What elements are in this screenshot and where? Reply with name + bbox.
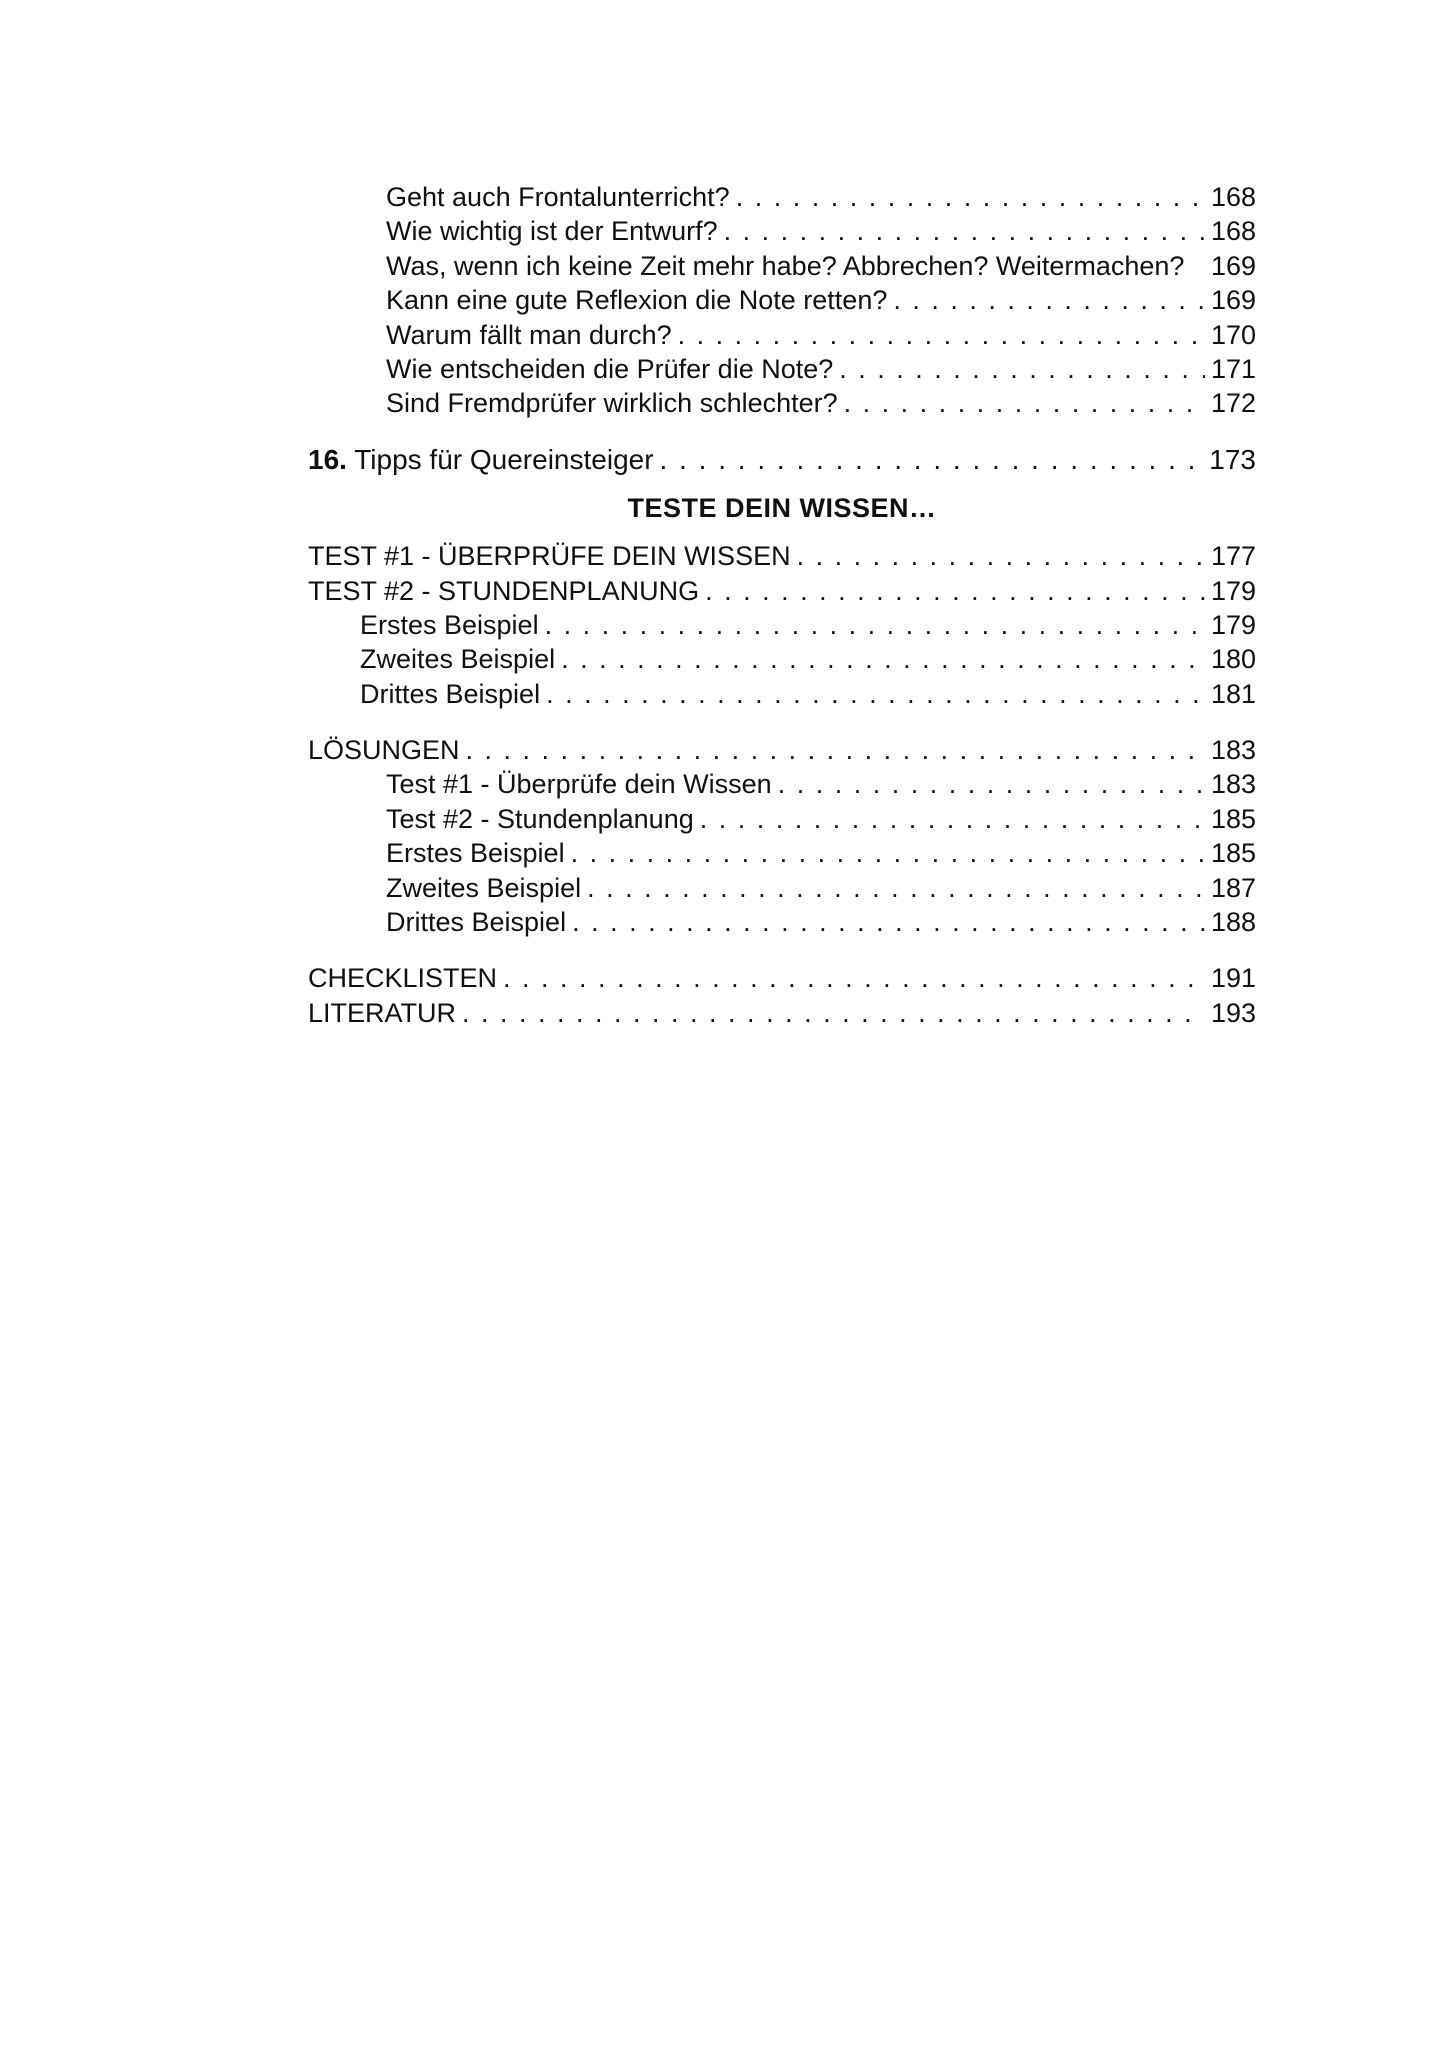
dot-leader	[839, 352, 1205, 386]
dot-leader	[545, 608, 1205, 642]
toc-entry[interactable]	[308, 249, 1256, 283]
toc-entry-title: LÖSUNGEN	[308, 735, 460, 766]
toc-entry[interactable]	[308, 871, 1256, 905]
toc-entry[interactable]	[308, 767, 1256, 801]
dot-leader	[778, 767, 1205, 801]
toc-entry-title: Was, wenn ich keine Zeit mehr habe? Abbrechen? Weitermachen?	[386, 250, 1185, 281]
dot-leader	[466, 733, 1205, 767]
toc-entry-page: 179	[1210, 609, 1256, 640]
toc-entry-page: 170	[1210, 319, 1256, 350]
toc-entry-title: Kann eine gute Reflexion die Note retten?	[386, 285, 888, 316]
spacer	[308, 939, 1256, 961]
dot-leader	[893, 283, 1205, 317]
toc-entry[interactable]	[308, 539, 1256, 573]
chapter-number: 16.	[308, 443, 347, 475]
spacer	[308, 421, 1256, 443]
toc-entry[interactable]	[308, 802, 1256, 836]
dot-leader	[462, 996, 1205, 1030]
dot-leader	[678, 318, 1205, 352]
dot-leader	[844, 386, 1205, 420]
toc-entry-page: 180	[1210, 644, 1256, 675]
toc-entry[interactable]	[308, 352, 1256, 386]
toc-entry-title: Drittes Beispiel	[360, 678, 541, 709]
toc-entry[interactable]	[308, 961, 1256, 995]
toc-entry-title: TEST #1 - ÜBERPRÜFE DEIN WISSEN	[308, 541, 791, 572]
toc-entry[interactable]	[308, 574, 1256, 608]
toc-entry-title: TEST #2 - STUNDENPLANUNG	[308, 575, 700, 606]
toc-entry-title: CHECKLISTEN	[308, 963, 498, 994]
dot-leader	[736, 180, 1205, 214]
toc-entry-title	[308, 443, 654, 477]
toc-entry[interactable]	[308, 214, 1256, 248]
toc-entry-title: Wie entscheiden die Prüfer die Note?	[386, 353, 834, 384]
toc-entry-title: Zweites Beispiel	[360, 644, 556, 675]
toc-entry-page: 188	[1210, 907, 1256, 938]
toc-entry-page: 168	[1210, 182, 1256, 212]
toc-entry-page: 191	[1210, 963, 1256, 994]
toc-entry[interactable]	[308, 677, 1256, 711]
toc-entry-title: LITERATUR	[308, 997, 457, 1028]
toc-chapter-entry[interactable]	[308, 443, 1256, 477]
dot-leader	[705, 574, 1205, 608]
dot-leader	[700, 802, 1205, 836]
toc-entry[interactable]	[308, 608, 1256, 642]
toc-entry-page: 181	[1210, 678, 1256, 709]
toc-entry[interactable]	[308, 733, 1256, 767]
toc-entry-page: 179	[1210, 575, 1256, 606]
dot-leader	[571, 836, 1205, 870]
toc-entry-page: 185	[1210, 838, 1256, 869]
toc-entry-page: 168	[1210, 216, 1256, 247]
dot-leader	[587, 871, 1205, 905]
toc-entry[interactable]	[308, 283, 1256, 317]
section-heading: TESTE DEIN WISSEN…	[627, 493, 937, 524]
chapter-title: Tipps für Quereinsteiger	[354, 443, 654, 475]
dot-leader	[561, 642, 1205, 676]
toc-entry[interactable]	[308, 386, 1256, 420]
toc-entry-page: 183	[1210, 769, 1256, 800]
toc-entry-page: 193	[1210, 997, 1256, 1028]
spacer	[308, 711, 1256, 733]
dot-leader	[546, 677, 1205, 711]
toc-entry-title: Sind Fremdprüfer wirklich schlechter?	[386, 388, 838, 419]
toc-entry-page: 169	[1210, 285, 1256, 316]
toc-entry-title: Test #2 - Stundenplanung	[386, 803, 694, 834]
dot-leader	[503, 961, 1205, 995]
toc-entry[interactable]	[308, 180, 1256, 214]
toc-entry-page: 173	[1209, 443, 1256, 475]
dot-leader	[660, 443, 1204, 477]
toc-entry[interactable]	[308, 905, 1256, 939]
dot-leader	[724, 214, 1205, 248]
toc-entry[interactable]	[308, 996, 1256, 1030]
toc-entry[interactable]	[308, 318, 1256, 352]
toc-entry-title: Erstes Beispiel	[360, 609, 539, 640]
toc-entry-title: Warum fällt man durch?	[386, 319, 672, 350]
dot-leader	[797, 539, 1205, 573]
toc-entry-page: 185	[1210, 803, 1256, 834]
toc-entry[interactable]	[308, 836, 1256, 870]
toc-entry-page: 177	[1210, 541, 1256, 572]
toc-entry[interactable]	[308, 642, 1256, 676]
toc-entry-title: Erstes Beispiel	[386, 838, 565, 869]
toc-entry-title: Geht auch Frontalunterricht?	[386, 182, 730, 212]
toc-entry-page: 187	[1210, 872, 1256, 903]
toc-entry-title: Wie wichtig ist der Entwurf?	[386, 216, 718, 247]
dot-leader	[572, 905, 1205, 939]
toc-entry-page: 183	[1210, 735, 1256, 766]
toc-entry-title: Zweites Beispiel	[386, 872, 582, 903]
toc-entry-page: 171	[1210, 353, 1256, 384]
toc-entry-title: Test #1 - Überprüfe dein Wissen	[386, 769, 772, 800]
toc-entry-page: 169	[1210, 250, 1256, 281]
toc-entry-page: 172	[1210, 388, 1256, 419]
table-of-contents	[308, 180, 1256, 1030]
toc-entry-title: Drittes Beispiel	[386, 907, 567, 938]
